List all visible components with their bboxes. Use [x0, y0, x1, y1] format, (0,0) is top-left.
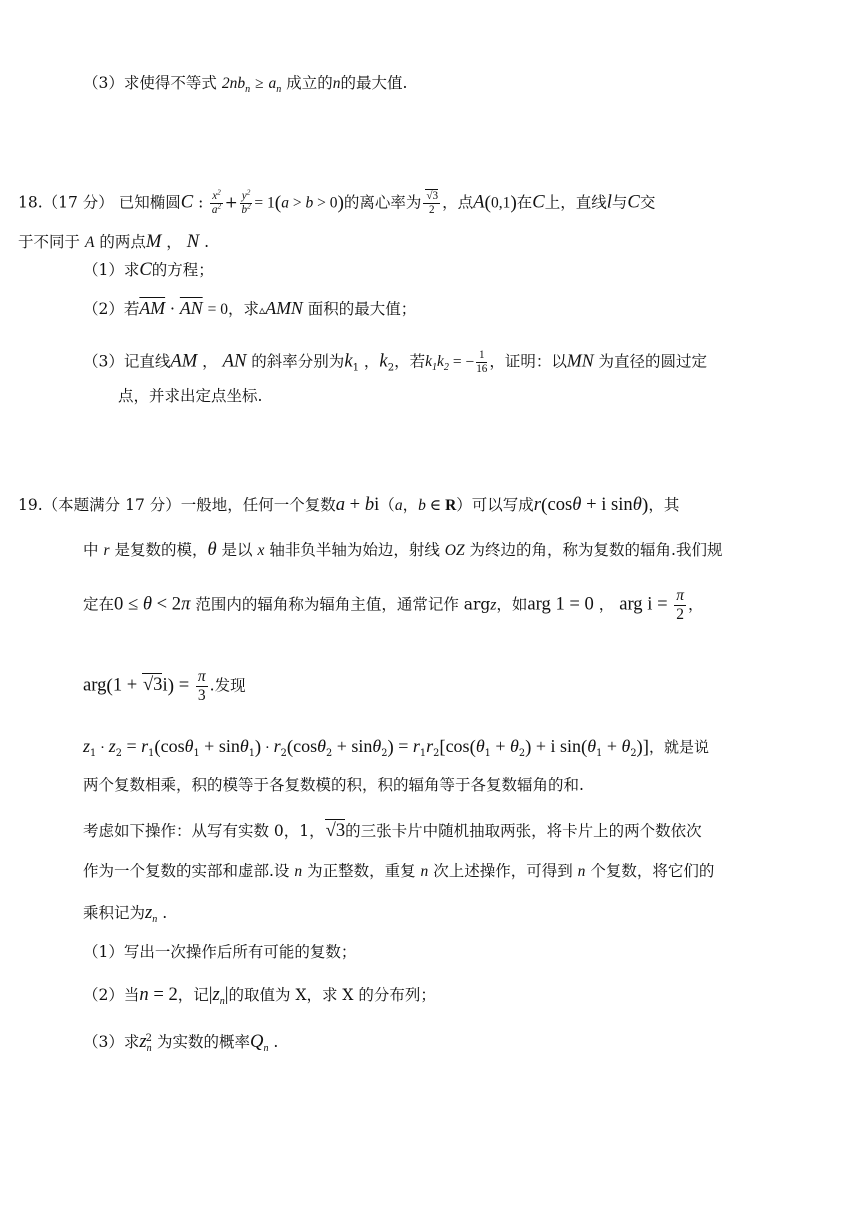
q18-part2: （2）若$\overline{AM} \cdot \overline{AN} = 0$，求▵AMN 面积的最大值；	[83, 298, 417, 318]
q19-line9: 乘积记为$z_n$ .	[83, 902, 168, 926]
q18-part3: （3）记直线AM ， AN 的斜率分别为$k_1$ ，$k_2$，若$k_1k_2$ = − $\frac{1}{16}$ ，证明：以MN 为直径的圆过定	[83, 349, 708, 375]
q19-line2: 中 r 是复数的模，θ 是以 x 轴非负半轴为始边，射线 OZ 为终边的角，称为复数的辐角.我们规	[83, 539, 723, 560]
q18-part1: （1）求C的方程；	[83, 259, 214, 280]
q19-header: 19.（本题满分 17 分）一般地，任何一个复数a + bi（a，b ∈ R）可以写成r(cosθ + i sinθ)，其	[18, 494, 680, 516]
q19-line7: 考虑如下操作：从写有实数 0，1，√3的三张卡片中随机抽取两张，将卡片上的两个数依次	[83, 820, 702, 841]
q19-line4: arg(1 + √3i) = $\frac{\pi}{3}$ .发现	[83, 668, 246, 704]
q19-line3: 定在0 ≤ θ < 2π 范围内的辐角称为辐角主值，通常记作 argz，如arg 1 = 0 ， arg i = $\frac{\pi}{2}$ ，	[83, 587, 704, 623]
q19-line5: $z_1 \cdot z_2 = r_1(\cos\theta_1 + \sin\theta_1) \cdot r_2(\cos\theta_2 + \sin\theta_2) = r_1r_2[\cos(\theta_1 + \theta_2) + i$ $\sin(\theta_1 + \theta_2)$]，就是说	[83, 736, 710, 759]
q19-line8: 作为一个复数的实部和虚部.设 n 为正整数，重复 n 次上述操作，可得到 n 个复数，将它们的	[83, 862, 715, 880]
q18-line2: 于不同于 A 的两点M ， N .	[18, 231, 209, 252]
q18-part3-cont: 点，并求出定点坐标.	[118, 387, 263, 405]
q19-part2: （2）当n = 2，记$|z_n|$的取值为 X，求 X 的分布列；	[83, 984, 436, 1008]
q19-line6: 两个复数相乘，积的模等于各复数模的积，积的辐角等于各复数辐角的和.	[83, 776, 584, 794]
q18-header: 18.（17 分） 已知椭圆C : $\frac{x^2}{a^2}$ + $\frac{y^2}{b^2}$ = 1(a > b > 0)的离心率为 $\frac{√3}{2}$ ，点A(0,1)在C上，直线l与C交	[18, 188, 656, 216]
q17-part3: （3）求使得不等式 $2nb_n \ge a_n$ 成立的n的最大值.	[83, 74, 408, 96]
q19-part3: （3）求$z_n^2$ 为实数的概率$Q_n$ .	[83, 1031, 279, 1055]
q19-part1: （1）写出一次操作后所有可能的复数；	[83, 943, 357, 961]
